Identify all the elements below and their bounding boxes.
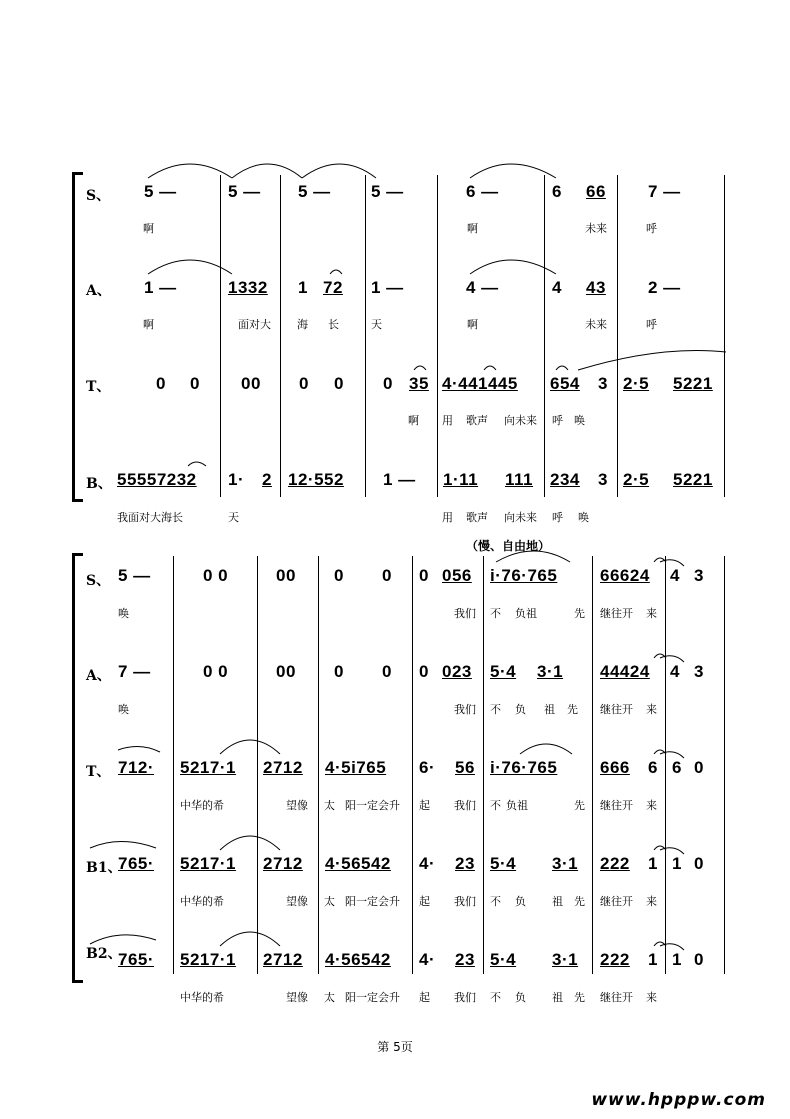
note-cell: 0	[190, 374, 200, 393]
note-cell: 0	[334, 374, 344, 393]
note-cell: 0	[382, 662, 392, 681]
lyric: 继往开	[600, 895, 633, 908]
lyric: 唤	[578, 511, 589, 524]
lyric: 先	[567, 703, 578, 716]
note-cell: 3	[694, 566, 704, 585]
lyric: 啊	[143, 222, 154, 235]
note-cell: 5 —	[371, 182, 404, 201]
note-cell: 3·1	[552, 854, 579, 873]
slur	[556, 366, 568, 370]
lyric: 起	[419, 895, 430, 908]
lyric: 太	[324, 799, 335, 812]
part-label-soprano: S、	[86, 573, 111, 589]
slur	[578, 350, 726, 370]
lyric: 不	[490, 703, 501, 716]
slur	[90, 842, 156, 849]
lyric: 不	[490, 991, 501, 1004]
lyric: 不	[490, 895, 501, 908]
slur	[118, 746, 160, 752]
note-cell: 1·	[228, 470, 245, 489]
lyric: 我们	[454, 991, 476, 1004]
lyric: 我面对大海长	[117, 511, 183, 524]
note-cell: 2·5	[623, 374, 650, 393]
note-cell: 0	[419, 662, 429, 681]
lyric: 太	[324, 895, 335, 908]
lyric: 唤	[118, 703, 129, 716]
slur	[220, 932, 280, 946]
note-cell: 023	[442, 662, 472, 681]
lyric: 海	[297, 318, 308, 331]
lyric: 啊	[408, 414, 419, 427]
note-cell: 0	[694, 950, 704, 969]
note-cell: 222	[600, 950, 630, 969]
note-cell: 23	[455, 950, 475, 969]
lyric: 继往开	[600, 607, 633, 620]
note-cell: 7 —	[118, 662, 151, 681]
lyric: 我们	[454, 799, 476, 812]
lyric: 阳一定会升	[345, 799, 400, 812]
note-cell: 1	[672, 854, 682, 873]
note-cell: 4	[552, 278, 562, 297]
note-cell: 56	[455, 758, 475, 777]
slur	[330, 270, 342, 274]
lyric: 向未来	[504, 511, 537, 524]
note-cell: 2712	[263, 854, 303, 873]
note-cell: 4·441445	[442, 374, 518, 393]
note-cell: 6	[552, 182, 562, 201]
note-cell: 056	[442, 566, 472, 585]
slur	[148, 164, 232, 178]
lyric: 起	[419, 799, 430, 812]
slur	[654, 750, 666, 754]
part-label-tenor: T、	[86, 764, 111, 780]
slur	[188, 462, 206, 466]
lyric: 天	[228, 511, 239, 524]
note-cell: 5·4	[490, 950, 517, 969]
lyric: 祖	[552, 895, 563, 908]
slur	[220, 836, 280, 850]
note-cell: 2 —	[648, 278, 681, 297]
note-cell: 00	[276, 566, 296, 585]
note-cell: 3·1	[552, 950, 579, 969]
note-cell: i·76·765	[490, 758, 558, 777]
note-cell: 765·	[118, 950, 155, 969]
lyric: 祖	[552, 991, 563, 1004]
slur	[660, 944, 684, 950]
note-cell: 5217·1	[180, 854, 236, 873]
lyric: 面对大	[238, 318, 271, 331]
slur	[232, 164, 302, 178]
note-cell: 1	[648, 950, 658, 969]
note-cell: 6	[648, 758, 658, 777]
note-cell: 3	[598, 470, 608, 489]
note-cell: 00	[276, 662, 296, 681]
note-cell: 2	[262, 470, 272, 489]
lyric: 唤	[118, 607, 129, 620]
note-cell: 6 —	[466, 182, 499, 201]
note-cell: 4·5i765	[325, 758, 387, 777]
lyric: 负	[515, 991, 526, 1004]
lyric: 啊	[467, 222, 478, 235]
note-cell: 5221	[673, 374, 713, 393]
lyric: 呼	[552, 414, 563, 427]
note-cell: 765·	[118, 854, 155, 873]
note-cell: 66	[586, 182, 606, 201]
note-cell: 4	[670, 566, 680, 585]
lyric: 望像	[286, 895, 308, 908]
lyric: 向未来	[504, 414, 537, 427]
note-cell: 0	[419, 566, 429, 585]
lyric: 长	[328, 318, 339, 331]
slur	[90, 935, 156, 944]
lyric: 歌声	[466, 511, 488, 524]
note-cell: 1332	[228, 278, 268, 297]
slur	[654, 654, 666, 658]
lyric: 起	[419, 991, 430, 1004]
note-cell: 55557232	[117, 470, 197, 489]
note-cell: 4·	[419, 950, 436, 969]
note-cell: 0	[334, 662, 344, 681]
note-cell: 1 —	[144, 278, 177, 297]
lyric: 歌声	[466, 414, 488, 427]
lyric: 先	[574, 607, 585, 620]
lyric: 中华的希	[180, 799, 224, 812]
note-cell: 35	[409, 374, 429, 393]
note-cell: 4·	[419, 854, 436, 873]
lyric: 阳一定会升	[345, 895, 400, 908]
note-cell: 1	[648, 854, 658, 873]
lyric: 啊	[143, 318, 154, 331]
note-cell: 0	[694, 758, 704, 777]
lyric: 我们	[454, 607, 476, 620]
note-cell: 7 —	[648, 182, 681, 201]
slur	[484, 366, 496, 370]
note-cell: 0	[383, 374, 393, 393]
note-cell: 4·56542	[325, 950, 391, 969]
lyric: 未来	[585, 318, 607, 331]
slur	[414, 366, 426, 370]
lyric: 呼	[552, 511, 563, 524]
lyric: 啊	[467, 318, 478, 331]
lyric: 呼	[646, 222, 657, 235]
part-label-alto: A、	[86, 668, 111, 684]
lyric: 先	[574, 799, 585, 812]
lyric: 祖	[544, 703, 555, 716]
note-cell: 1 —	[371, 278, 404, 297]
note-cell: 3·1	[537, 662, 564, 681]
note-cell: 4 —	[466, 278, 499, 297]
lyric: 来	[646, 895, 657, 908]
part-label-bass1: B1、	[86, 860, 122, 876]
slur	[660, 656, 684, 662]
part-label-bass: B、	[86, 476, 112, 492]
note-cell: 0	[334, 566, 344, 585]
lyric: 继往开	[600, 799, 633, 812]
note-cell: 5 —	[118, 566, 151, 585]
slur	[220, 740, 280, 754]
note-cell: 0	[299, 374, 309, 393]
note-cell: 3	[694, 662, 704, 681]
note-cell: 00	[241, 374, 261, 393]
note-cell: 5 —	[298, 182, 331, 201]
note-cell: 6·	[419, 758, 436, 777]
lyric: 我们	[454, 895, 476, 908]
note-cell: 5217·1	[180, 950, 236, 969]
lyric: 天	[371, 318, 382, 331]
lyric: 先	[574, 991, 585, 1004]
slur	[654, 846, 666, 850]
note-cell: 6	[672, 758, 682, 777]
note-cell: 5 —	[228, 182, 261, 201]
note-cell: 1 —	[383, 470, 416, 489]
note-cell: 5217·1	[180, 758, 236, 777]
slur	[654, 558, 666, 562]
lyric: 来	[646, 799, 657, 812]
note-cell: 2712	[263, 758, 303, 777]
note-cell: 666	[600, 758, 630, 777]
slur	[660, 752, 684, 758]
tempo-marking: （慢、自由地）	[466, 539, 551, 553]
note-cell: 44424	[600, 662, 650, 681]
note-cell: 72	[323, 278, 343, 297]
note-cell: 2712	[263, 950, 303, 969]
slur	[496, 551, 570, 562]
note-cell: 654	[550, 374, 580, 393]
note-cell: 4	[670, 662, 680, 681]
lyric: 用	[442, 414, 453, 427]
note-cell: i·76·765	[490, 566, 558, 585]
part-label-tenor: T、	[86, 379, 111, 395]
note-cell: 12·552	[288, 470, 344, 489]
lyric: 来	[646, 703, 657, 716]
slur	[660, 560, 684, 566]
lyric: 来	[646, 607, 657, 620]
lyric: 望像	[286, 799, 308, 812]
note-cell: 5221	[673, 470, 713, 489]
slur	[654, 942, 666, 946]
lyric: 用	[442, 511, 453, 524]
note-cell: 1·11	[443, 470, 479, 489]
note-cell: 2·5	[623, 470, 650, 489]
note-cell: 5 —	[144, 182, 177, 201]
note-cell: 111	[505, 470, 533, 489]
lyric: 望像	[286, 991, 308, 1004]
note-cell: 23	[455, 854, 475, 873]
lyric: 继往开	[600, 703, 633, 716]
note-cell: 66624	[600, 566, 650, 585]
lyric: 未来	[585, 222, 607, 235]
note-cell: 5·4	[490, 854, 517, 873]
lyric: 中华的希	[180, 895, 224, 908]
note-cell: 234	[550, 470, 580, 489]
slur	[302, 164, 376, 178]
lyric: 太	[324, 991, 335, 1004]
lyric: 来	[646, 991, 657, 1004]
note-cell: 1	[298, 278, 308, 297]
slur	[660, 848, 684, 854]
lyric: 负	[515, 895, 526, 908]
part-label-soprano: S、	[86, 188, 111, 204]
slur	[520, 744, 572, 754]
lyric: 负祖	[515, 607, 537, 620]
lyric: 不	[490, 799, 501, 812]
lyric: 先	[574, 895, 585, 908]
slur	[148, 260, 232, 274]
page-number: 第 5页	[377, 1040, 413, 1054]
note-cell: 712·	[118, 758, 155, 777]
lyric: 阳一定会升	[345, 991, 400, 1004]
note-cell: 0 0	[203, 566, 229, 585]
note-cell: 0	[156, 374, 166, 393]
lyric: 呼	[646, 318, 657, 331]
lyric: 唤	[574, 414, 585, 427]
note-cell: 43	[586, 278, 606, 297]
lyric: 我们	[454, 703, 476, 716]
note-cell: 3	[598, 374, 608, 393]
note-cell: 0	[382, 566, 392, 585]
lyric: 继往开	[600, 991, 633, 1004]
slur	[470, 260, 556, 274]
watermark: www.hpppw.com	[591, 1090, 766, 1110]
note-cell: 0 0	[203, 662, 229, 681]
lyric: 负	[515, 703, 526, 716]
note-cell: 0	[694, 854, 704, 873]
part-label-alto: A、	[86, 283, 111, 299]
note-cell: 5·4	[490, 662, 517, 681]
part-label-bass2: B2、	[86, 946, 122, 962]
lyric: 负祖	[506, 799, 528, 812]
lyric: 不	[490, 607, 501, 620]
lyric: 中华的希	[180, 991, 224, 1004]
note-cell: 1	[672, 950, 682, 969]
note-cell: 4·56542	[325, 854, 391, 873]
note-cell: 222	[600, 854, 630, 873]
slur	[470, 164, 556, 178]
